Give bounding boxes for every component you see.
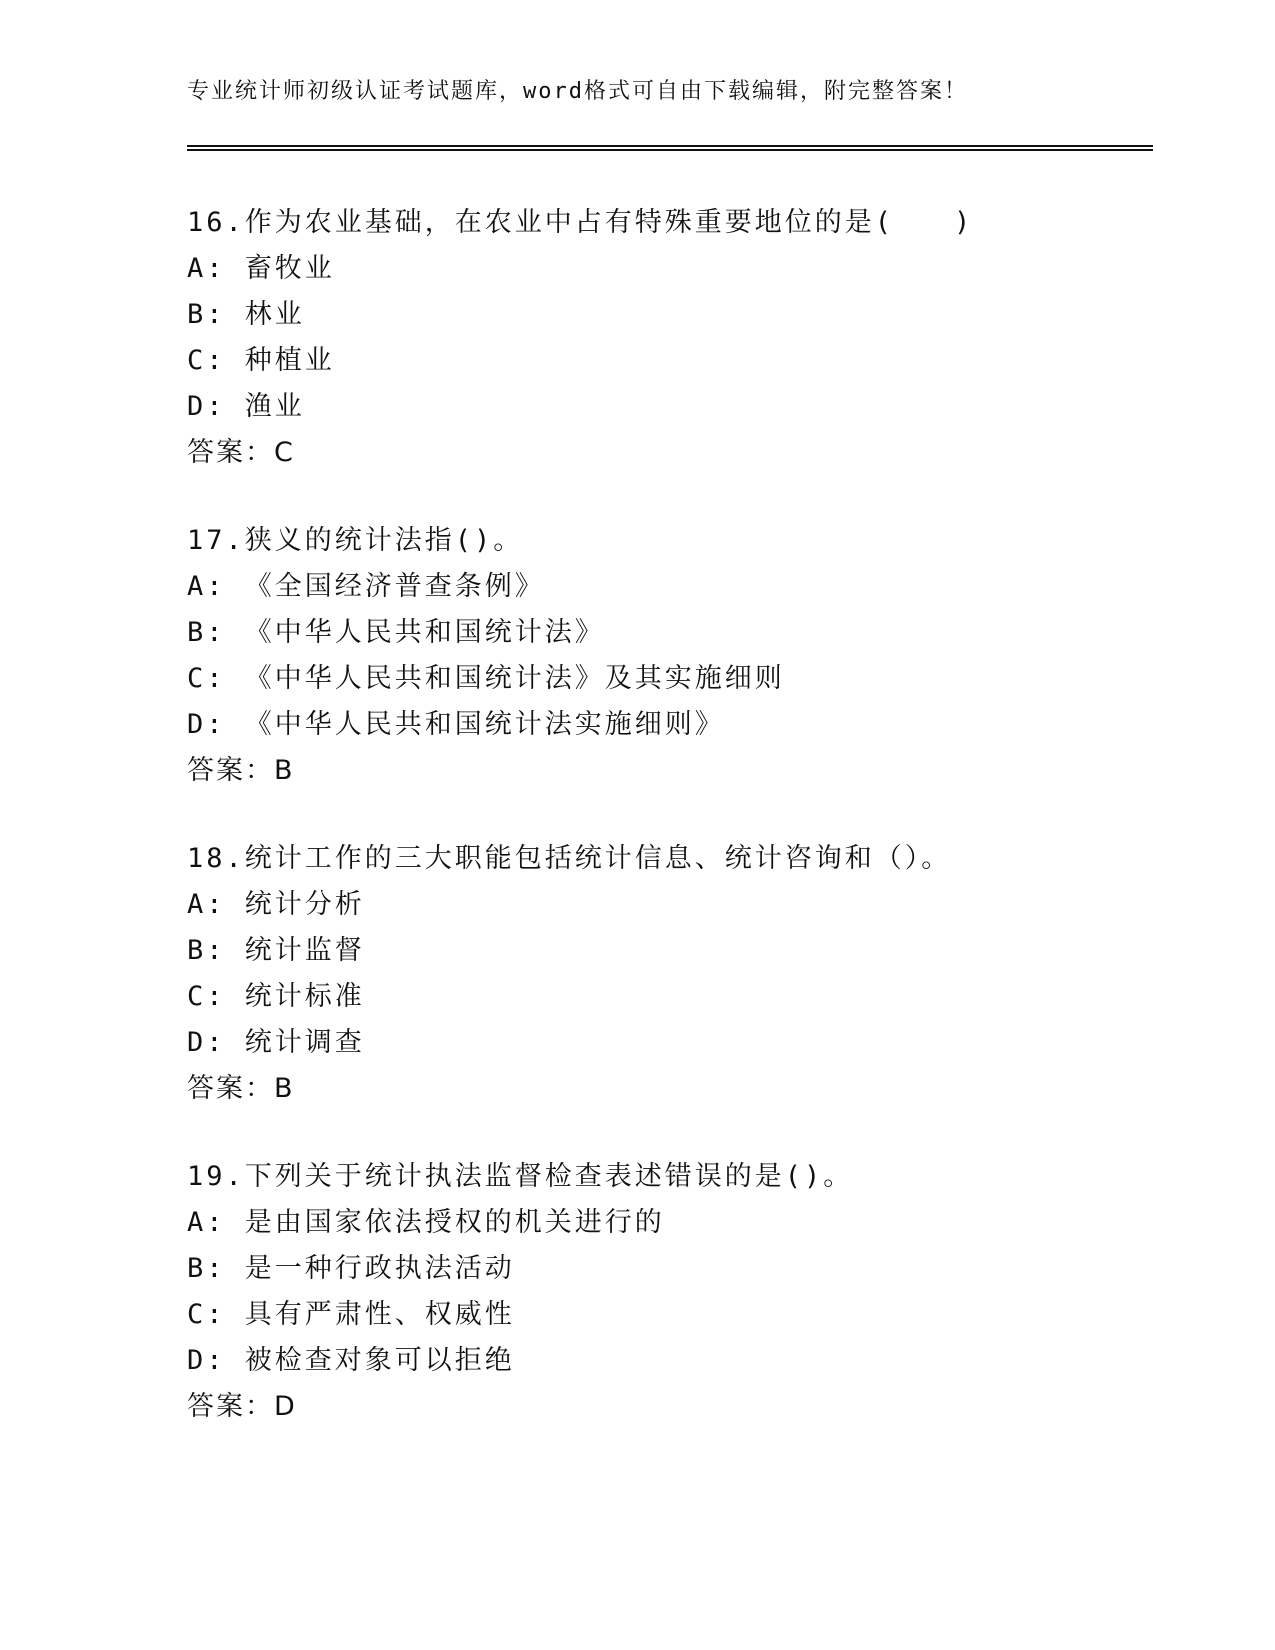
option-a: A: 《全国经济普查条例》 — [187, 571, 545, 602]
question-16 — [187, 200, 1153, 476]
answer-line: 答案：D — [187, 1391, 297, 1422]
option-d: D: 渔业 — [187, 391, 305, 422]
option-c: C: 种植业 — [187, 345, 335, 376]
answer-line: 答案：B — [187, 755, 295, 786]
question-stem: 18.统计工作的三大职能包括统计信息、统计咨询和（）。 — [187, 843, 952, 874]
option-a: A: 统计分析 — [187, 889, 365, 920]
option-c: C: 具有严肃性、权威性 — [187, 1299, 515, 1330]
question-19 — [187, 1154, 1153, 1430]
option-a: A: 是由国家依法授权的机关进行的 — [187, 1207, 665, 1238]
option-d: D: 统计调查 — [187, 1027, 365, 1058]
option-b: B: 统计监督 — [187, 935, 365, 966]
question-18 — [187, 836, 1153, 1112]
question-stem: 16.作为农业基础，在农业中占有特殊重要地位的是( ) — [187, 207, 974, 238]
option-b: B: 林业 — [187, 299, 305, 330]
answer-line: 答案：B — [187, 1073, 295, 1104]
question-stem: 17.狭义的统计法指()。 — [187, 525, 524, 556]
header-divider — [187, 145, 1153, 151]
option-b: B: 是一种行政执法活动 — [187, 1253, 515, 1284]
option-b: B: 《中华人民共和国统计法》 — [187, 617, 605, 648]
option-d: D: 《中华人民共和国统计法实施细则》 — [187, 709, 725, 740]
option-c: C: 统计标准 — [187, 981, 365, 1012]
question-17 — [187, 518, 1153, 794]
option-d: D: 被检查对象可以拒绝 — [187, 1345, 515, 1376]
option-a: A: 畜牧业 — [187, 253, 335, 284]
option-c: C: 《中华人民共和国统计法》及其实施细则 — [187, 663, 785, 694]
answer-line: 答案：C — [187, 437, 295, 468]
page-header: 专业统计师初级认证考试题库，word格式可自由下载编辑，附完整答案！ — [187, 79, 968, 104]
question-stem: 19.下列关于统计执法监督检查表述错误的是()。 — [187, 1161, 854, 1192]
